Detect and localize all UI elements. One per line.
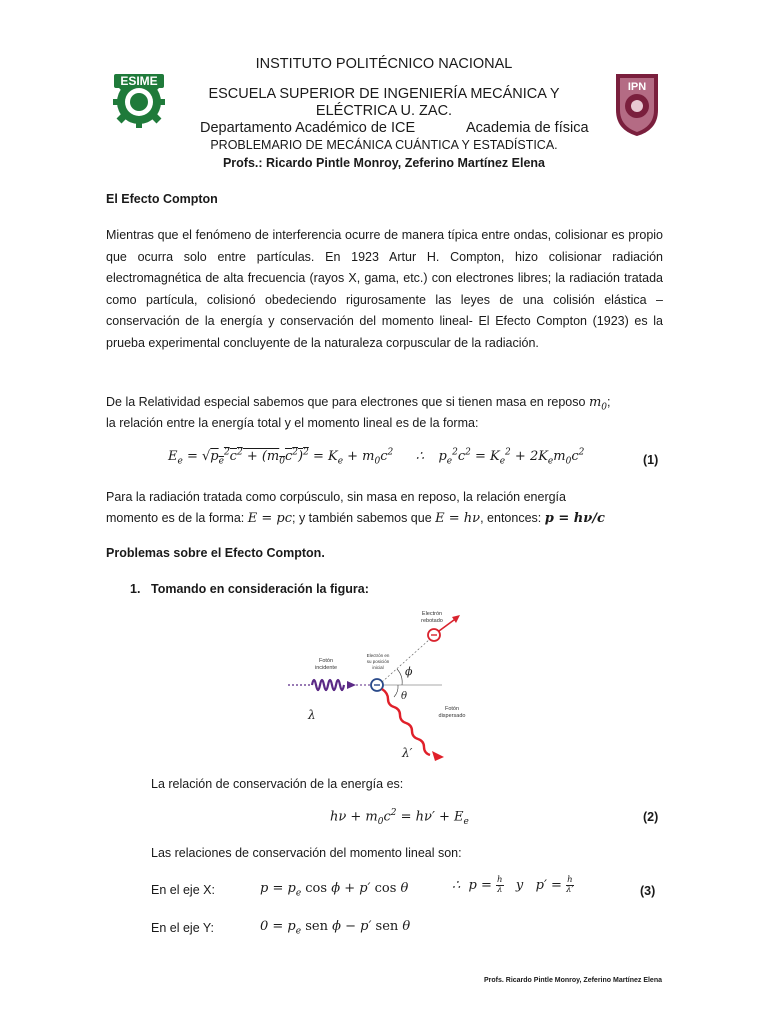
section-title: El Efecto Compton — [106, 192, 218, 206]
ipn-shield-icon — [612, 70, 662, 138]
relativity-line1: De la Relatividad especial sabemos que para electrones que si tienen masa en reposo $m_0$; — [106, 395, 611, 413]
label-theta: θ — [401, 691, 408, 702]
ipn-logo — [612, 70, 662, 138]
radiation-line1: Para la radiación tratada como corpúsculo, sin masa en reposo, la relación energía — [106, 490, 566, 504]
compton-figure — [282, 605, 492, 765]
problem-set-title: PROBLEMARIO DE MECÁNICA CUÁNTICA Y ESTADÍSTICA. — [210, 138, 558, 152]
axis-y-label: En el eje Y: — [151, 921, 215, 935]
school-name-line2: ELÉCTRICA U. ZAC. — [315, 103, 453, 119]
intro-paragraph: Mientras que el fenómeno de interferencia ocurre de manera típica entre ondas, colisionar es propio que ocurra solo entre partículas. En 1923 Artur H. Compton, hizo colisionar radiación electromagnética de alta frecuencia (rayos X, gama, etc.) con electrones libres; la radiación tratada como partícula, colisionó obedeciendo rigurosamente las leyes de una colisión elástica –conservación de la energía y conservación del momento lineal- El Efecto Compton (1923) es la prueba experimental concluyente de la naturaleza corpuscular de la radiación. — [106, 228, 663, 350]
relativity-line2: la relación entre la energía total y el momento lineal es de la forma: — [106, 416, 479, 430]
equation-3-number: (3) — [640, 884, 656, 898]
esime-logo — [106, 70, 172, 130]
item-1-text: Tomando en consideración la figura: — [151, 582, 369, 596]
svg-text:ESIME: ESIME — [120, 74, 158, 88]
professors: Profs.: Ricardo Pintle Monroy, Zeferino Martínez Elena — [222, 156, 546, 170]
label-lambda: λ — [308, 708, 316, 722]
label-electron-initial-2: su posición — [366, 659, 390, 664]
label-electron-rebound-2: rebotado — [421, 618, 443, 624]
label-electron-initial-3: inicial — [372, 665, 384, 670]
problems-title: Problemas sobre el Efecto Compton. — [106, 546, 325, 560]
axis-x-label: En el eje X: — [151, 883, 215, 897]
label-incident-1: Fotón — [318, 658, 334, 664]
momentum-text: Las relaciones de conservación del momento lineal son: — [151, 846, 462, 860]
footer-credit: Profs. Ricardo Pintle Monroy, Zeferino Martínez Elena — [483, 977, 662, 984]
equation-2: $h\nu + m_0c^2 = h\nu' + E_e$ — [330, 808, 469, 827]
item-1-number: 1. — [130, 582, 141, 596]
label-lambda-prime: λ′ — [402, 746, 413, 760]
label-incident-2: incidente — [314, 665, 338, 671]
incident-arrow-icon — [347, 681, 356, 689]
energy-conservation-text: La relación de conservación de la energía es: — [151, 777, 404, 791]
school-name-line1: ESCUELA SUPERIOR DE INGENIERÍA MECÁNICA Y — [208, 86, 560, 102]
label-phi: ϕ — [405, 665, 413, 678]
label-electron-initial-1: Electrón en — [366, 653, 390, 658]
esime-gear-icon — [106, 70, 172, 130]
academy: Academia de física — [466, 120, 589, 136]
equation-1-number: (1) — [643, 453, 659, 467]
department: Departamento Académico de ICE — [200, 120, 416, 136]
equation-2-number: (2) — [643, 810, 659, 824]
svg-text:IPN: IPN — [627, 81, 647, 93]
label-scattered-1: Fotón — [444, 706, 460, 712]
equation-3-relations: ∴ p = $\frac{h}{\lambda}$ y p′ = $\frac{h}{\lambda'}$ — [452, 875, 574, 895]
equation-3-y: $0 = p_e$ sen ϕ − p′ sen θ — [260, 919, 411, 937]
scattered-arrow-icon — [432, 751, 444, 761]
institute-name: INSTITUTO POLITÉCNICO NACIONAL — [255, 56, 513, 72]
equation-1: $E_e = √p_e^2c^2 + (m_0c^2)^2 = K_e + m_0c^2$ ∴ $p_e^2c^2 = K_e^2 + 2K_em_0c^2$ — [168, 447, 585, 467]
label-electron-rebound-1: Electrón — [421, 611, 443, 617]
incident-photon-wave — [312, 680, 344, 690]
rebound-arrow-icon — [452, 615, 460, 623]
radiation-line2: momento es de la forma: E = pc; y también sabemos que E = hν, entonces: p = hν/c — [106, 511, 605, 526]
equation-3-x: $p = p_e$ cos ϕ + p′ cos θ — [260, 881, 409, 899]
label-scattered-2: dispersado — [438, 713, 466, 719]
